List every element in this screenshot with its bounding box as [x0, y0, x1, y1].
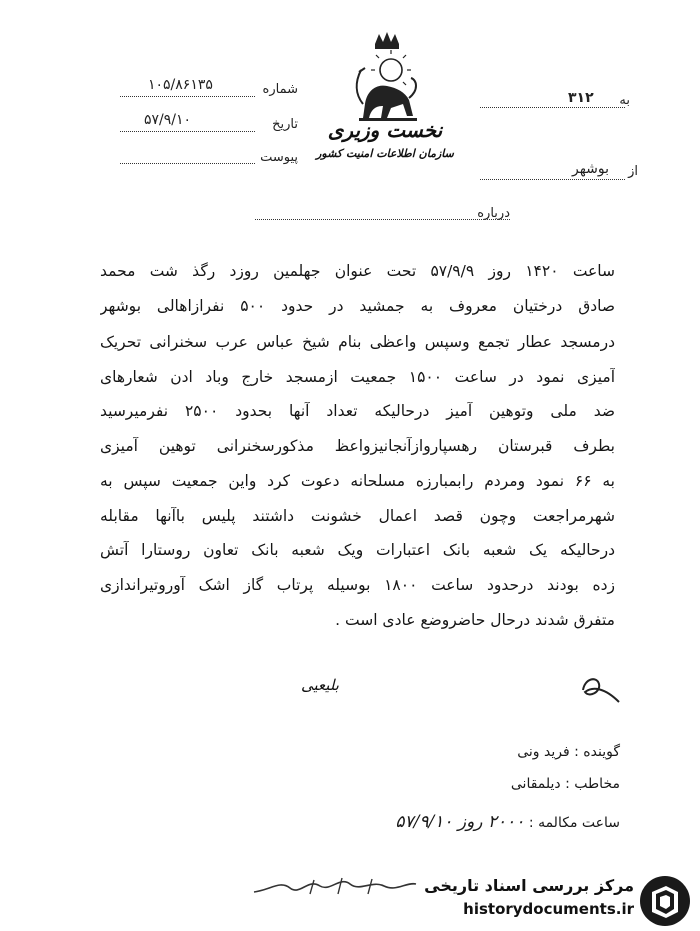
number-label: شماره [262, 82, 298, 97]
body-line: آمیزی نمود در ساعت ۱۵۰۰ جمعیت ازمسجد خارج وباد ادن شعارهای [100, 368, 615, 386]
addressee-value: دیلمقانی [510, 776, 561, 792]
archive-logo-icon [638, 874, 692, 928]
emblem-subtitle: سازمان اطلاعات امنیت کشور [316, 147, 454, 160]
lion-and-sun-icon [325, 30, 445, 125]
from-label: از [628, 164, 638, 179]
body-line: شهرمراجعت وچون قصد اعمال خشونت داشتند پلیس باآنها مقابله [100, 507, 615, 525]
to-value: ۳۱۲ [568, 90, 594, 106]
emblem-title: نخست وزیری [327, 118, 443, 142]
addressee-row: مخاطب : دیلمقانی [510, 776, 620, 792]
call-time-label: ساعت مکالمه [538, 815, 620, 831]
attachment-dotted-line [120, 162, 255, 164]
emblem [316, 30, 454, 170]
addressee-label: مخاطب [574, 776, 620, 792]
subject-label: درباره [477, 206, 510, 221]
date-dotted-line [120, 130, 255, 132]
handwritten-mark-icon [575, 668, 625, 708]
body-line: صادق درختیان معروف به جمشید در حدود ۵۰۰ نفرازاهالی بوشهر [100, 297, 615, 315]
from-dotted-line [480, 178, 625, 180]
date-label: تاریخ [272, 117, 298, 132]
body-line: ساعت ۱۴۲۰ روز ۵۷/۹/۹ تحت عنوان جهلمین روزد رگذ شت محمد [100, 262, 615, 280]
body-line: بطرف قبرستان رهسپاروازآنجانیزواعظ مذکورسخنرانی توهین آمیزی [100, 437, 615, 455]
watermark [425, 870, 700, 931]
handwritten-scribble-icon [250, 870, 420, 900]
body-line: ضد ملی وتوهین آمیز درحالیکه تعداد آنها بحدود ۲۵۰۰ نفرمیرسید [100, 402, 615, 420]
speaker-value: فرید ونی [517, 744, 570, 760]
speaker-label: گوینده [583, 744, 620, 760]
body-line-last: متفرق شدند درحال حاضروضع عادی است . [335, 611, 615, 629]
from-value: بوشهر [572, 161, 610, 177]
signature-text: بلیعیی [301, 676, 339, 694]
body-line: درحالیکه یک شعبه بانک اعتبارات ویک شعبه بانک تعاون روستارا آتش [100, 541, 615, 559]
watermark-title: مرکز بررسی اسناد تاریخی [424, 876, 634, 895]
subject-dotted-line [255, 218, 510, 220]
date-value: ۵۷/۹/۱۰ [144, 112, 192, 128]
body-line: زده بودند درحدود ساعت ۱۸۰۰ بوسیله پرتاب گاز اشک آوروتیراندازی [100, 576, 615, 594]
call-time-value: ۲۰۰۰ روز ۵۷/۹/۱۰ [395, 812, 525, 832]
attachment-label: پیوست [260, 150, 298, 165]
body-line: درمسجد عطار تجمع وسپس واعظی بنام شیخ عباس عرب سخنرانی تحریک [100, 333, 615, 351]
to-dotted-line [480, 106, 625, 108]
number-value: ۱۰۵/۸۶۱۳۵ [148, 77, 213, 93]
watermark-url: historydocuments.ir [463, 900, 634, 918]
call-time-row: ساعت مکالمه : ۲۰۰۰ روز ۵۷/۹/۱۰ [395, 812, 620, 832]
speaker-row: گوینده : فرید ونی [517, 744, 620, 760]
number-dotted-line [120, 95, 255, 97]
body-line: به ۶۶ نمود ومردم رابمبارزه مسلحانه دعوت کرد واین جمعیت سپس به [100, 472, 615, 490]
to-label: به [619, 93, 630, 108]
